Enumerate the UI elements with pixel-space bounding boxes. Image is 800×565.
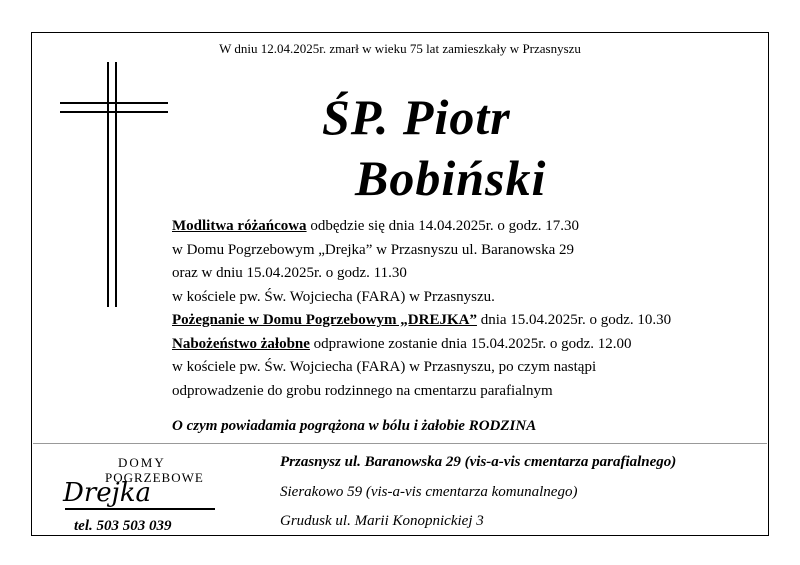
logo-underline [65,508,215,510]
ceremony-details [172,215,671,403]
mass-line [172,333,671,357]
rosary-text: odbędzie się dnia 14.04.2025r. o godz. 17.30 [306,218,580,234]
mass-text: odprawione zostanie dnia 15.04.2025r. o godz. 12.00 [309,335,632,352]
logo-text-line1: DOMY [118,455,166,470]
cross-vertical-bar-2 [115,62,117,307]
body-line-7: w kościele pw. Św. Wojciecha (FARA) w Przasnyszu, po czym nastąpi [172,359,597,375]
farewell-line [172,309,671,333]
farewell-label: Pożegnanie w Domu Pogrzebowym „DREJKA” [172,312,477,328]
logo-text-line2: POGRZEBOWE [105,470,204,485]
footer-divider [33,443,767,444]
phone-number: tel. 503 503 039 [74,518,172,534]
address-przasnysz: Przasnysz ul. Baranowska 29 (vis-a-vis cmentarza parafialnego) [280,454,677,470]
deceased-name-line1: ŚP. Piotr [322,89,511,145]
body-line-8: odprowadzenie do grobu rodzinnego na cmentarzu parafialnym [172,382,553,399]
farewell-text: dnia 15.04.2025r. o godz. 10.30 [476,312,672,328]
address-grudusk: Grudusk ul. Marii Konopnickiej 3 [280,513,484,529]
funeral-home-logo [43,451,223,521]
cross-vertical-bar [107,62,109,307]
body-line-2: w Domu Pogrzebowym „Drejka” w Przasnyszu ul. Baranowska 29 [172,241,574,258]
mass-label: Nabożeństwo żałobne [172,335,310,352]
announcement-text: W dniu 12.04.2025r. zmarł w wieku 75 lat zamieszkały w Przasnyszu [219,41,581,56]
cross-horizontal-bar-2 [60,111,168,113]
body-line-3: oraz w dniu 15.04.2025r. o godz. 11.30 [172,265,407,281]
deceased-name-line2: Bobiński [355,150,547,206]
rosary-line [172,215,671,239]
cross-horizontal-bar [60,102,168,104]
family-closing: O czym powiadamia pogrążona w bólu i żałobie RODZINA [172,418,537,434]
body-line-4: w kościele pw. Św. Wojciecha (FARA) w Przasnyszu. [172,288,495,305]
rosary-label: Modlitwa różańcowa [172,218,307,234]
logo-script-text: Drejka [63,478,151,508]
address-sierakowo: Sierakowo 59 (vis-a-vis cmentarza komunalnego) [280,484,578,500]
